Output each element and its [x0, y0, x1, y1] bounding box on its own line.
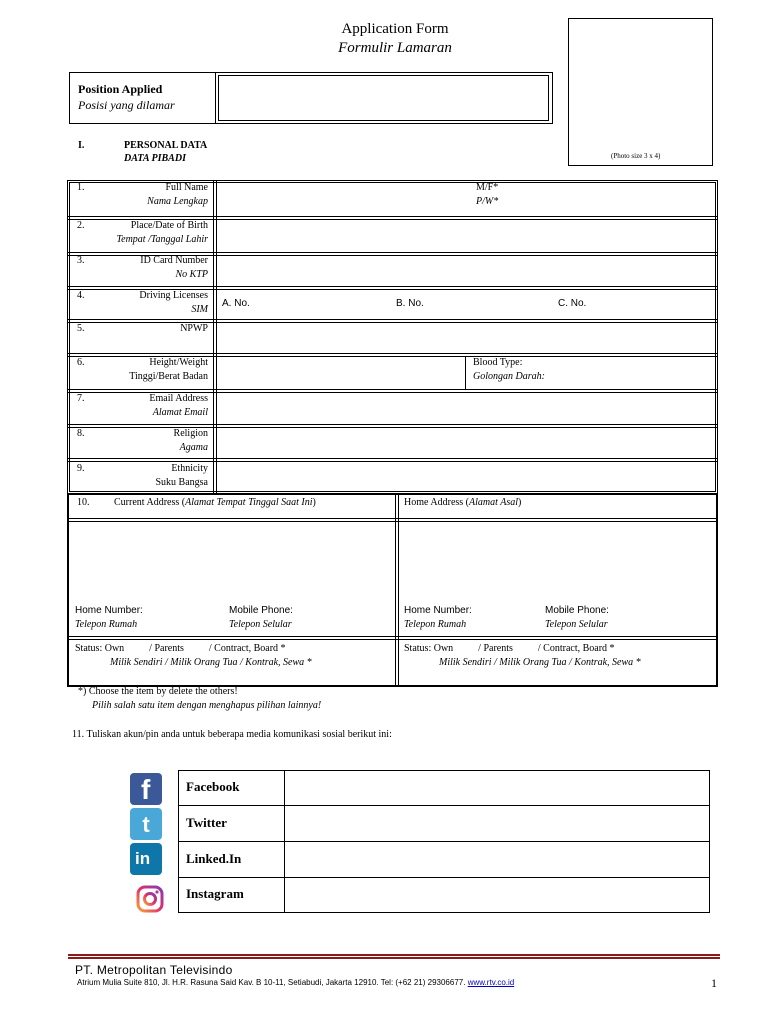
field-label-id: Nama Lengkap [147, 196, 208, 207]
row-sep-7 [67, 424, 718, 428]
linkedin-label: Linked.In [186, 851, 242, 866]
home-mobile-label: Mobile Phone: [545, 605, 609, 616]
twitter-account-field[interactable] [288, 808, 706, 839]
social-row-sep [178, 805, 710, 806]
npwp-field[interactable] [218, 324, 714, 352]
field-number: 7. [77, 393, 85, 404]
field-label: Place/Date of Birth [130, 220, 208, 231]
position-divider [215, 72, 216, 124]
footer-address [77, 978, 514, 988]
footer-address-text: Atrium Mulia Suite 810, Jl. H.R. Rasuna Said Kav. B 10-11, Setiabudi, Jakarta 12910. Tel: (+62 21) 29306677. [77, 978, 466, 987]
current-home-number-label: Home Number: [75, 605, 143, 616]
position-label-id: Posisi yang dilamar [78, 98, 175, 112]
current-home-number-label-id: Telepon Rumah [75, 619, 138, 630]
footer-website-link[interactable]: www.rtv.co.id [467, 978, 515, 987]
twitter-label: Twitter [186, 815, 227, 830]
field-label: Religion [173, 428, 208, 439]
field-number: 5. [77, 323, 85, 334]
row-sep-4 [67, 319, 718, 323]
linkedin-icon: in [130, 843, 162, 875]
email-field[interactable] [218, 394, 714, 423]
field-number: 1. [77, 182, 85, 193]
field-number: 6. [77, 357, 85, 368]
footer-rule [68, 954, 720, 959]
section-number: I. [78, 140, 85, 151]
address-number: 10. [77, 497, 90, 508]
current-address-label-id: Alamat Tempat Tinggal Saat Ini [185, 497, 313, 508]
field-label: Ethnicity [171, 463, 208, 474]
paren-close: ) [312, 497, 316, 508]
twitter-icon [130, 808, 162, 840]
blood-type-divider [465, 357, 466, 389]
choose-note-id: Pilih salah satu item dengan menghapus pilihan lainnya! [92, 700, 322, 711]
photo-size-note: (Photo size 3 x 4) [611, 152, 661, 160]
field-label-id: Suku Bangsa [155, 477, 208, 488]
address-status-sep [67, 636, 718, 640]
facebook-account-field[interactable] [288, 773, 706, 803]
full-name-field[interactable] [218, 183, 468, 215]
field-number: 2. [77, 220, 85, 231]
facebook-icon: f [130, 773, 162, 805]
field-label: NPWP [180, 323, 208, 334]
social-row-sep [178, 841, 710, 842]
home-address-field[interactable] [401, 523, 715, 601]
ethnicity-field[interactable] [218, 463, 714, 491]
home-address-label-id: Alamat Asal [469, 497, 518, 508]
field-label-id: No KTP [175, 269, 208, 280]
field-label-id: SIM [191, 304, 208, 315]
current-status-options-id[interactable]: Milik Sendiri / Milik Orang Tua / Kontrak, Sewa * [110, 657, 312, 668]
current-mobile-label: Mobile Phone: [229, 605, 293, 616]
social-row-sep [178, 877, 710, 878]
current-status-options[interactable]: Status: Own / Parents / Contract, Board * [75, 643, 286, 654]
photo-box [568, 18, 713, 166]
license-b-field[interactable]: B. No. [396, 298, 424, 309]
field-number: 3. [77, 255, 85, 266]
current-mobile-label-id: Telepon Selular [229, 619, 292, 630]
form-subtitle: Formulir Lamaran [338, 40, 452, 56]
choose-note: *) Choose the item by delete the others! [78, 686, 238, 697]
field-label: ID Card Number [140, 255, 208, 266]
linkedin-account-field[interactable] [288, 844, 706, 875]
position-applied-field[interactable] [220, 77, 547, 119]
id-card-field[interactable] [218, 257, 714, 285]
field-label: Email Address [149, 393, 208, 404]
row-sep-8 [67, 458, 718, 462]
home-home-number-label-id: Telepon Rumah [404, 619, 467, 630]
address-header-sep [67, 518, 718, 522]
section-title: PERSONAL DATA [124, 140, 208, 151]
current-address-heading [114, 497, 316, 509]
field-number: 4. [77, 290, 85, 301]
section-title-id: DATA PIBADI [124, 153, 186, 164]
home-status-options[interactable]: Status: Own / Parents / Contract, Board * [404, 643, 615, 654]
field-label: Height/Weight [149, 357, 208, 368]
current-address-field[interactable] [72, 523, 392, 601]
home-status-options-id[interactable]: Milik Sendiri / Milik Orang Tua / Kontrak, Sewa * [439, 657, 641, 668]
home-address-label: Home Address ( [404, 497, 469, 508]
facebook-label: Facebook [186, 779, 240, 794]
license-a-field[interactable]: A. No. [222, 298, 250, 309]
current-address-label: Current Address ( [114, 497, 186, 508]
field-number: 9. [77, 463, 85, 474]
home-mobile-label-id: Telepon Selular [545, 619, 608, 630]
svg-text:t: t [142, 812, 150, 837]
address-column-divider [395, 493, 399, 687]
field-label-id: Tempat /Tanggal Lahir [116, 234, 208, 245]
gender-option[interactable]: M/F* [476, 182, 499, 193]
birth-field[interactable] [218, 221, 714, 251]
field-label-id: Alamat Email [152, 407, 208, 418]
gender-option-id[interactable]: P/W* [476, 196, 499, 207]
label-column-divider [213, 180, 217, 494]
position-label: Position Applied [78, 82, 163, 96]
religion-field[interactable] [218, 429, 714, 457]
blood-type-label-id: Golongan Darah: [473, 371, 545, 382]
social-intro: 11. Tuliskan akun/pin anda untuk beberapa media komunikasi sosial berikut ini: [72, 729, 392, 740]
form-title: Application Form [341, 21, 449, 37]
field-label: Full Name [165, 182, 208, 193]
license-c-field[interactable]: C. No. [558, 298, 587, 309]
footer-company: PT. Metropolitan Televisindo [75, 963, 233, 977]
home-home-number-label: Home Number: [404, 605, 472, 616]
field-label-id: Agama [179, 442, 208, 453]
paren-close: ) [517, 497, 522, 508]
instagram-icon [135, 884, 165, 914]
field-number: 8. [77, 428, 85, 439]
field-label-id: Tinggi/Berat Badan [129, 371, 208, 382]
height-weight-field[interactable] [218, 358, 463, 388]
home-address-heading [404, 497, 521, 509]
field-label: Driving Licenses [139, 290, 208, 301]
blood-type-label: Blood Type: [473, 357, 523, 368]
instagram-label: Instagram [186, 886, 244, 901]
page-number: 1 [711, 976, 717, 990]
instagram-account-field[interactable] [288, 880, 706, 911]
